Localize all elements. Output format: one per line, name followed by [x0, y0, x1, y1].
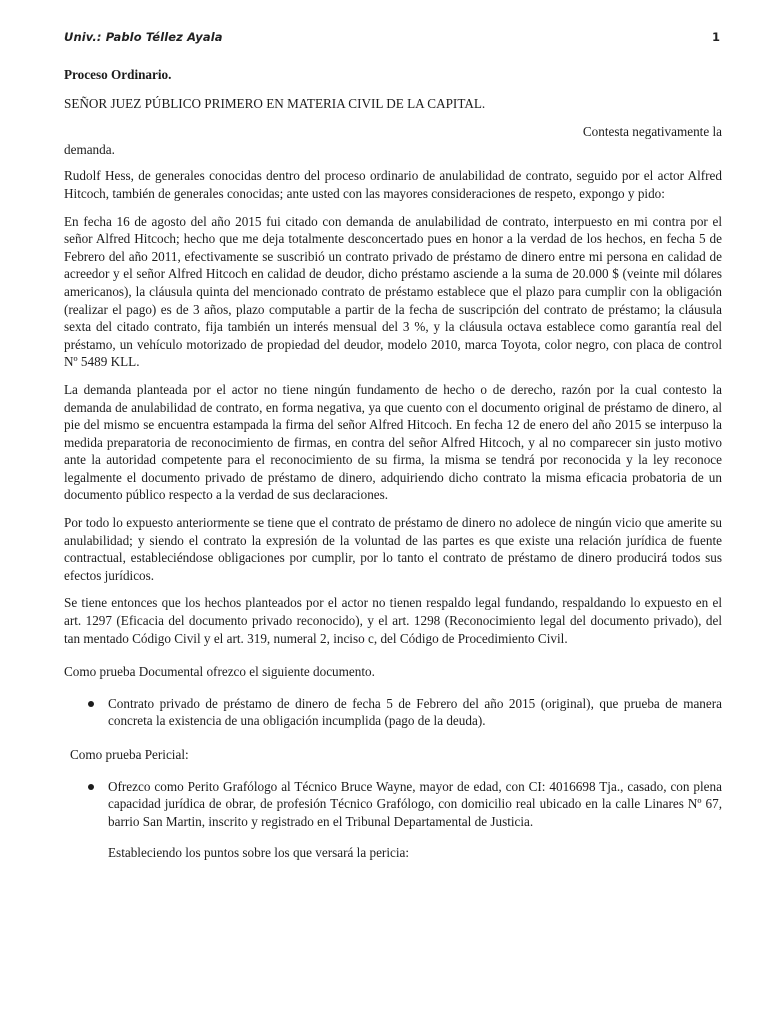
- paragraph-conclusion: Por todo lo expuesto anteriormente se tiene que el contrato de préstamo de dinero no adolece de ningún vicio que amerite su anulabilidad; y siendo el contrato la expresión de la voluntad de las partes es que existe una relación jurídica de fuente contractual, estableciéndose obligaciones por cumplir, por lo tanto el contrato de préstamo de dinero producirá todos sus efectos jurídicos.: [64, 515, 722, 583]
- document-title: Proceso Ordinario.: [64, 67, 172, 82]
- paragraph-legal-basis: Se tiene entonces que los hechos planteados por el actor no tienen respaldo legal fundando, respaldando lo expuesto en el art. 1297 (Eficacia del documento privado reconocido), y el art. 1298 (Reconocimiento legal del documento privado), del tan mentado Código Civil y el art. 319, numeral 2, inciso c, del Código de Procedimiento Civil.: [64, 595, 722, 646]
- documental-evidence-item: [64, 695, 722, 730]
- bullet-icon: [88, 784, 94, 790]
- documental-evidence-intro: Como prueba Documental ofrezco el siguiente documento.: [64, 664, 375, 680]
- sumilla-line: Contesta negativamente la: [582, 124, 722, 140]
- page-number: 1: [711, 30, 720, 44]
- expertise-points-intro: Estableciendo los puntos sobre los que versará la pericia:: [108, 845, 410, 861]
- document-body: [64, 66, 722, 862]
- pericial-evidence-item: [64, 778, 722, 831]
- pericial-evidence-intro: Como prueba Pericial:: [70, 747, 189, 762]
- addressee-line: SEÑOR JUEZ PÚBLICO PRIMERO EN MATERIA CIVIL DE LA CAPITAL.: [64, 95, 486, 111]
- pericial-evidence-text: Ofrezco como Perito Grafólogo al Técnico Bruce Wayne, mayor de edad, con CI: 4016698 Tja., casado, con plena capacidad jurídica de obrar, de profesión Técnico Grafólogo, con domicilio real ubicado en la calle Linares Nº 67, barrio San Martin, inscrito y registrado en el Tribunal Departamental de Justicia.: [108, 778, 722, 829]
- header-author: Univ.: Pablo Téllez Ayala: [64, 30, 223, 44]
- bullet-icon: [88, 701, 94, 707]
- paragraph-intro: Rudolf Hess, de generales conocidas dentro del proceso ordinario de anulabilidad de contrato, seguido por el actor Alfred Hitcoch, también de generales conocidas; ante usted con las mayores consideraciones de respeto, expongo y pido:: [64, 168, 722, 201]
- documental-evidence-text: Contrato privado de préstamo de dinero de fecha 5 de Febrero del año 2015 (original), que prueba de manera concreta la existencia de una obligación incumplida (pago de la deuda).: [108, 695, 722, 729]
- paragraph-facts: En fecha 16 de agosto del año 2015 fui citado con demanda de anulabilidad de contrato, interpuesto en mi contra por el señor Alfred Hitcoch; hecho que me deja totalmente desconcertado pues en honor a la verdad de los hechos, en fecha 5 de Febrero del año 2011, efectivamente se suscribió un contrato privado de préstamo de dinero entre mi persona en calidad de acreedor y el señor Alfred Hitcoch en calidad de deudor, dicho préstamo asciende a la suma de 20.000 $ (veinte mil dólares americanos), la cláusula quinta del mencionado contrato de préstamo establece que el plazo para cumplir con la obligación (realizar el pago) es de 3 años, plazo computable a partir de la fecha de suscripción del contrato de préstamo; la cláusula sexta del citado contrato, fija también un interés mensual del 3 %, y la cláusula octava establece como garantía real del préstamo, un vehículo motorizado de propiedad del deudor, modelo 2010, marca Toyota, color negro, con placa de control Nº 5489 KLL.: [64, 213, 722, 370]
- paragraph-response: La demanda planteada por el actor no tiene ningún fundamento de hecho o de derecho, razón por la cual contesto la demanda de anulabilidad de contrato, en forma negativa, ya que cuento con el documento original de préstamo de dinero, al pie del mismo se encuentra estampada la firma del señor Alfred Hitcoch. En fecha 12 de enero del año 2015 se interpuso la medida preparatoria de reconocimiento de firmas, en contra del señor Alfred Hitcoch, y al no comparecer sin justo motivo ante la autoridad competente para el reconocimiento de su firma, la misma se tendrá por reconocida y la ley reconoce legalmente el documento privado de préstamo de dinero, adquiriendo dicho contrato la misma eficacia probatoria de un documento público respecto a la verdad de sus declaraciones.: [64, 381, 722, 503]
- sumilla-continuation: demanda.: [64, 141, 115, 157]
- page-header: [64, 29, 720, 47]
